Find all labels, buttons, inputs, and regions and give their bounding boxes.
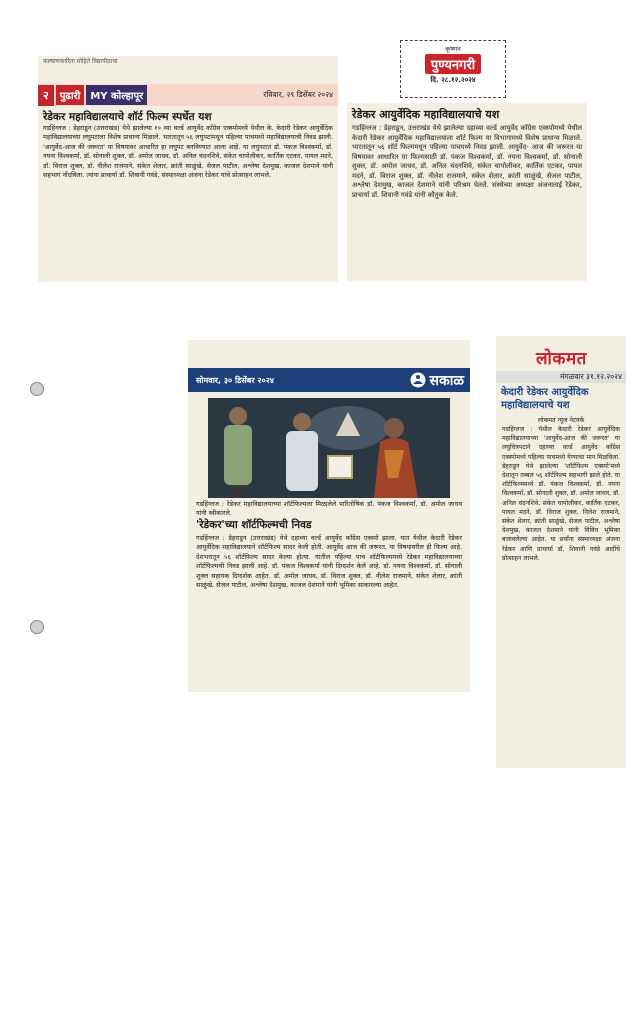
lokmat-byline: लोकमत न्यूज नेटवर्क (537, 417, 585, 424)
photo-caption: गडहिंग्लज : रेडेकर महाविद्यालयाच्या शॉर्टफिल्मला मिळालेले पारितोषिक डॉ. पंकज विश्वकर्मा, डॉ. अमोल जाधव यांनी स्वीकारले. (196, 500, 462, 517)
sakal-masthead: सकाळ (429, 372, 464, 389)
sakal-headline: 'रेडेकर'च्या शॉर्टफिल्मची निवड (196, 519, 312, 531)
pudhari-top-strip: कल्याणकारिता मोहिते विद्यापीठाचा (43, 58, 118, 65)
punyanagari-date: दि. २८.१२.२०२४ (430, 76, 476, 84)
binder-hole-top (30, 382, 44, 396)
sakal-clipping (188, 340, 470, 692)
pudhari-edition: MY कोल्हापूर (86, 85, 147, 105)
award-photo (208, 398, 450, 498)
punyanagari-headline: रेडेकर आयुर्वेदिक महाविद्यालयाचे यश (352, 108, 500, 121)
pudhari-masthead: पुढारी (56, 85, 85, 105)
lokmat-date: मंगळवार ३१.१२.२०२४ (496, 371, 626, 383)
punyanagari-body: गडहिंग्लज : डेहराडून, उत्तराखंड येथे झालेल्या दहाव्या वर्ल्ड आयुर्वेद काँग्रेस एक्स्पोमध्ये येथील केदारी रेडेकर आयुर्वेदिक महाविद्यालयाला शॉर्ट फिल्म या विभागामध्ये विशेष प्राधान्य मिळाले. भारतातून ५६ शॉर्ट फिल्ममधून पहिल्या पाचमध्ये निवड झाली. आयुर्वेद- आज की जरूरत या विषयावर आधारित या फिल्मसाठी डॉ. पंकज विश्वकर्मा, डॉ. नयना विश्वकर्मा, डॉ. सोनाली शुक्ल, डॉ. अमोल जाधव, डॉ. अनिल चंदनशिवे, संकेत चापोलीकर, कार्तिक एटकर, पायल मदने, डॉ. विराज शुक्ल, डॉ. नीलेश राजमाने, संकेत शेलार, क्रांती साळुंखे, सेजल पाटील, अश्लेषा देशमुख, काजल देशमाने यांनी परिश्रम घेतले. संस्थेच्या अध्यक्षा अंजनाताई रेडेकर, प्राचार्या डॉ. शिवानी गवंडे यांनी कौतुक केले. (352, 124, 582, 199)
sakal-header-bar (188, 368, 470, 392)
pudhari-headline: रेडेकर महाविद्यालयाचे शॉर्ट फिल्म स्पर्धेत यश (43, 111, 212, 123)
punyanagari-label: कृष्णन (445, 45, 461, 53)
sakal-emblem-icon (410, 372, 426, 388)
sakal-date: सोमवार, ३० डिसेंबर २०२४ (196, 375, 275, 385)
binder-hole-bottom (30, 620, 44, 634)
pudhari-header-bar (38, 84, 338, 106)
pudhari-body: गडहिंग्लज : डेहराडून (उत्तराखंड) येथे झालेल्या १० व्या वर्ल्ड आयुर्वेद काँग्रेस एक्स्पोमध्ये येथील के. केदारी रेडेकर आयुर्वेदिक महाविद्यालयाच्या लघुपटाला विशेष प्राधान्य मिळाले. भारतातून ५६ लघुपटांमधून पहिल्या पाचमध्ये महाविद्यालयाची निवड झाली. 'आयुर्वेद-आज की जरूरत' या विषयावर आधारित हा लघुपट बनविण्यात आला आहे. या लघुपटात डॉ. पंकज विश्वकर्मा, डॉ. नयना विश्वकर्मा, डॉ. सोनाली शुक्ल, डॉ. अमोल जाधव, डॉ. अनिल चंदनशिवे, संकेत चापोलीकर, कार्तिक एटकर, पायल मदने, डॉ. विराज शुक्ल, डॉ. नीलेश राजमाने, संकेत शेलार, क्रांती साळुंखे, सेजल पाटील, अश्लेषा देशमुख, काजल देशमाने यांनी सहभाग नोंदविला. त्यांना प्राचार्या डॉ. शिवानी गवंडे, संस्थाध्यक्षा अंजना रेडेकर यांचे प्रोत्साहन लाभले. (43, 124, 333, 180)
punyanagari-clipping (347, 103, 587, 281)
pudhari-page-number: २ (38, 85, 54, 106)
sakal-body: गडहिंग्लज : डेहराडून (उत्तराखंड) येथे दहाव्या वर्ल्ड आयुर्वेद काँग्रेस एक्स्पो झाला. यात येथील केदारी रेडेकर आयुर्वेदिक महाविद्यालयाने शॉर्टफिल्म सादर केली होती. आयुर्वेद आज की जरूरत, या विषयावरील ही फिल्म आहे. देशभरातून ५६ शॉर्टफिल्म सादर केल्या होत्या. यातील पहिल्या पाच शॉर्टफिल्ममध्ये रेडेकर महाविद्यालयाच्या शॉर्टफिल्मची निवड झाली आहे. डॉ. पंकज विश्वकर्मा यांनी दिग्दर्शन केले आहे. डॉ. नयना विश्वकर्मा, डॉ. सोनाली शुक्ल सहायक दिग्दर्शक आहेत. डॉ. अमोल जाधव, डॉ. विराज शुक्ल, डॉ. नीलेश राजमाने, संकेत शेलार, क्रांती साळुंखे, सेजल पाटील, अश्लेषा देशमुख, काजल देशमाने यांनी भूमिका साकारल्या आहेत. (196, 534, 462, 590)
lokmat-clipping (496, 336, 626, 768)
lokmat-masthead: लोकमत (536, 349, 587, 369)
punyanagari-masthead: पुण्यनगरी (425, 54, 481, 74)
punyanagari-logo-box (400, 40, 506, 98)
lokmat-body: गडहिंग्लज : येथील केदारी रेडेकर आयुर्वेदिक महाविद्यालयाच्या 'आयुर्वेद-आज की जरूरत' या लघुचित्रपटाने दहाव्या वर्ल्ड आयुर्वेद काँग्रेस एक्स्पोमध्ये पहिल्या पाचमध्ये येण्याचा मान मिळविला. डेहराडून येथे झालेल्या 'शॉर्टफिल्म एक्स्पो'मध्ये देशातून तब्बल ५६ शॉर्टफिल्म सहभागी झाले होते. या शॉर्टफिल्ममध्ये डॉ. पंकज विश्वकर्मा, डॉ. नयना विश्वकर्मा, डॉ. सोनाली शुक्ल, डॉ. अमोल जाधव, डॉ. अनिल चंदनशिवे, संकेत चापोलीकर, कार्तिक एटकर, पायल मदने, डॉ. विराज शुक्ल, निलेश राजमाने, संकेत शेलार, क्रांती साळुंखे, सेजल पाटील, अश्लेषा देशमुख, काजल देशमाने यांनी विविध भूमिका बजावलेल्या आहेत. या सर्वांना संस्थाध्यक्षा अंजना रेडेकर आणि प्राचार्या डॉ. शिवानी गवंडे आदींचे प्रोत्साहन लाभले. (502, 426, 620, 562)
award-ceremony-image (208, 398, 450, 498)
pudhari-clipping (38, 56, 338, 282)
sakal-logo (410, 371, 464, 390)
lokmat-headline: केदारी रेडेकर आयुर्वेदिक महाविद्यालयाचे यश (501, 387, 589, 411)
pudhari-date: रविवार, २९ डिसेंबर २०२४ (263, 90, 333, 99)
